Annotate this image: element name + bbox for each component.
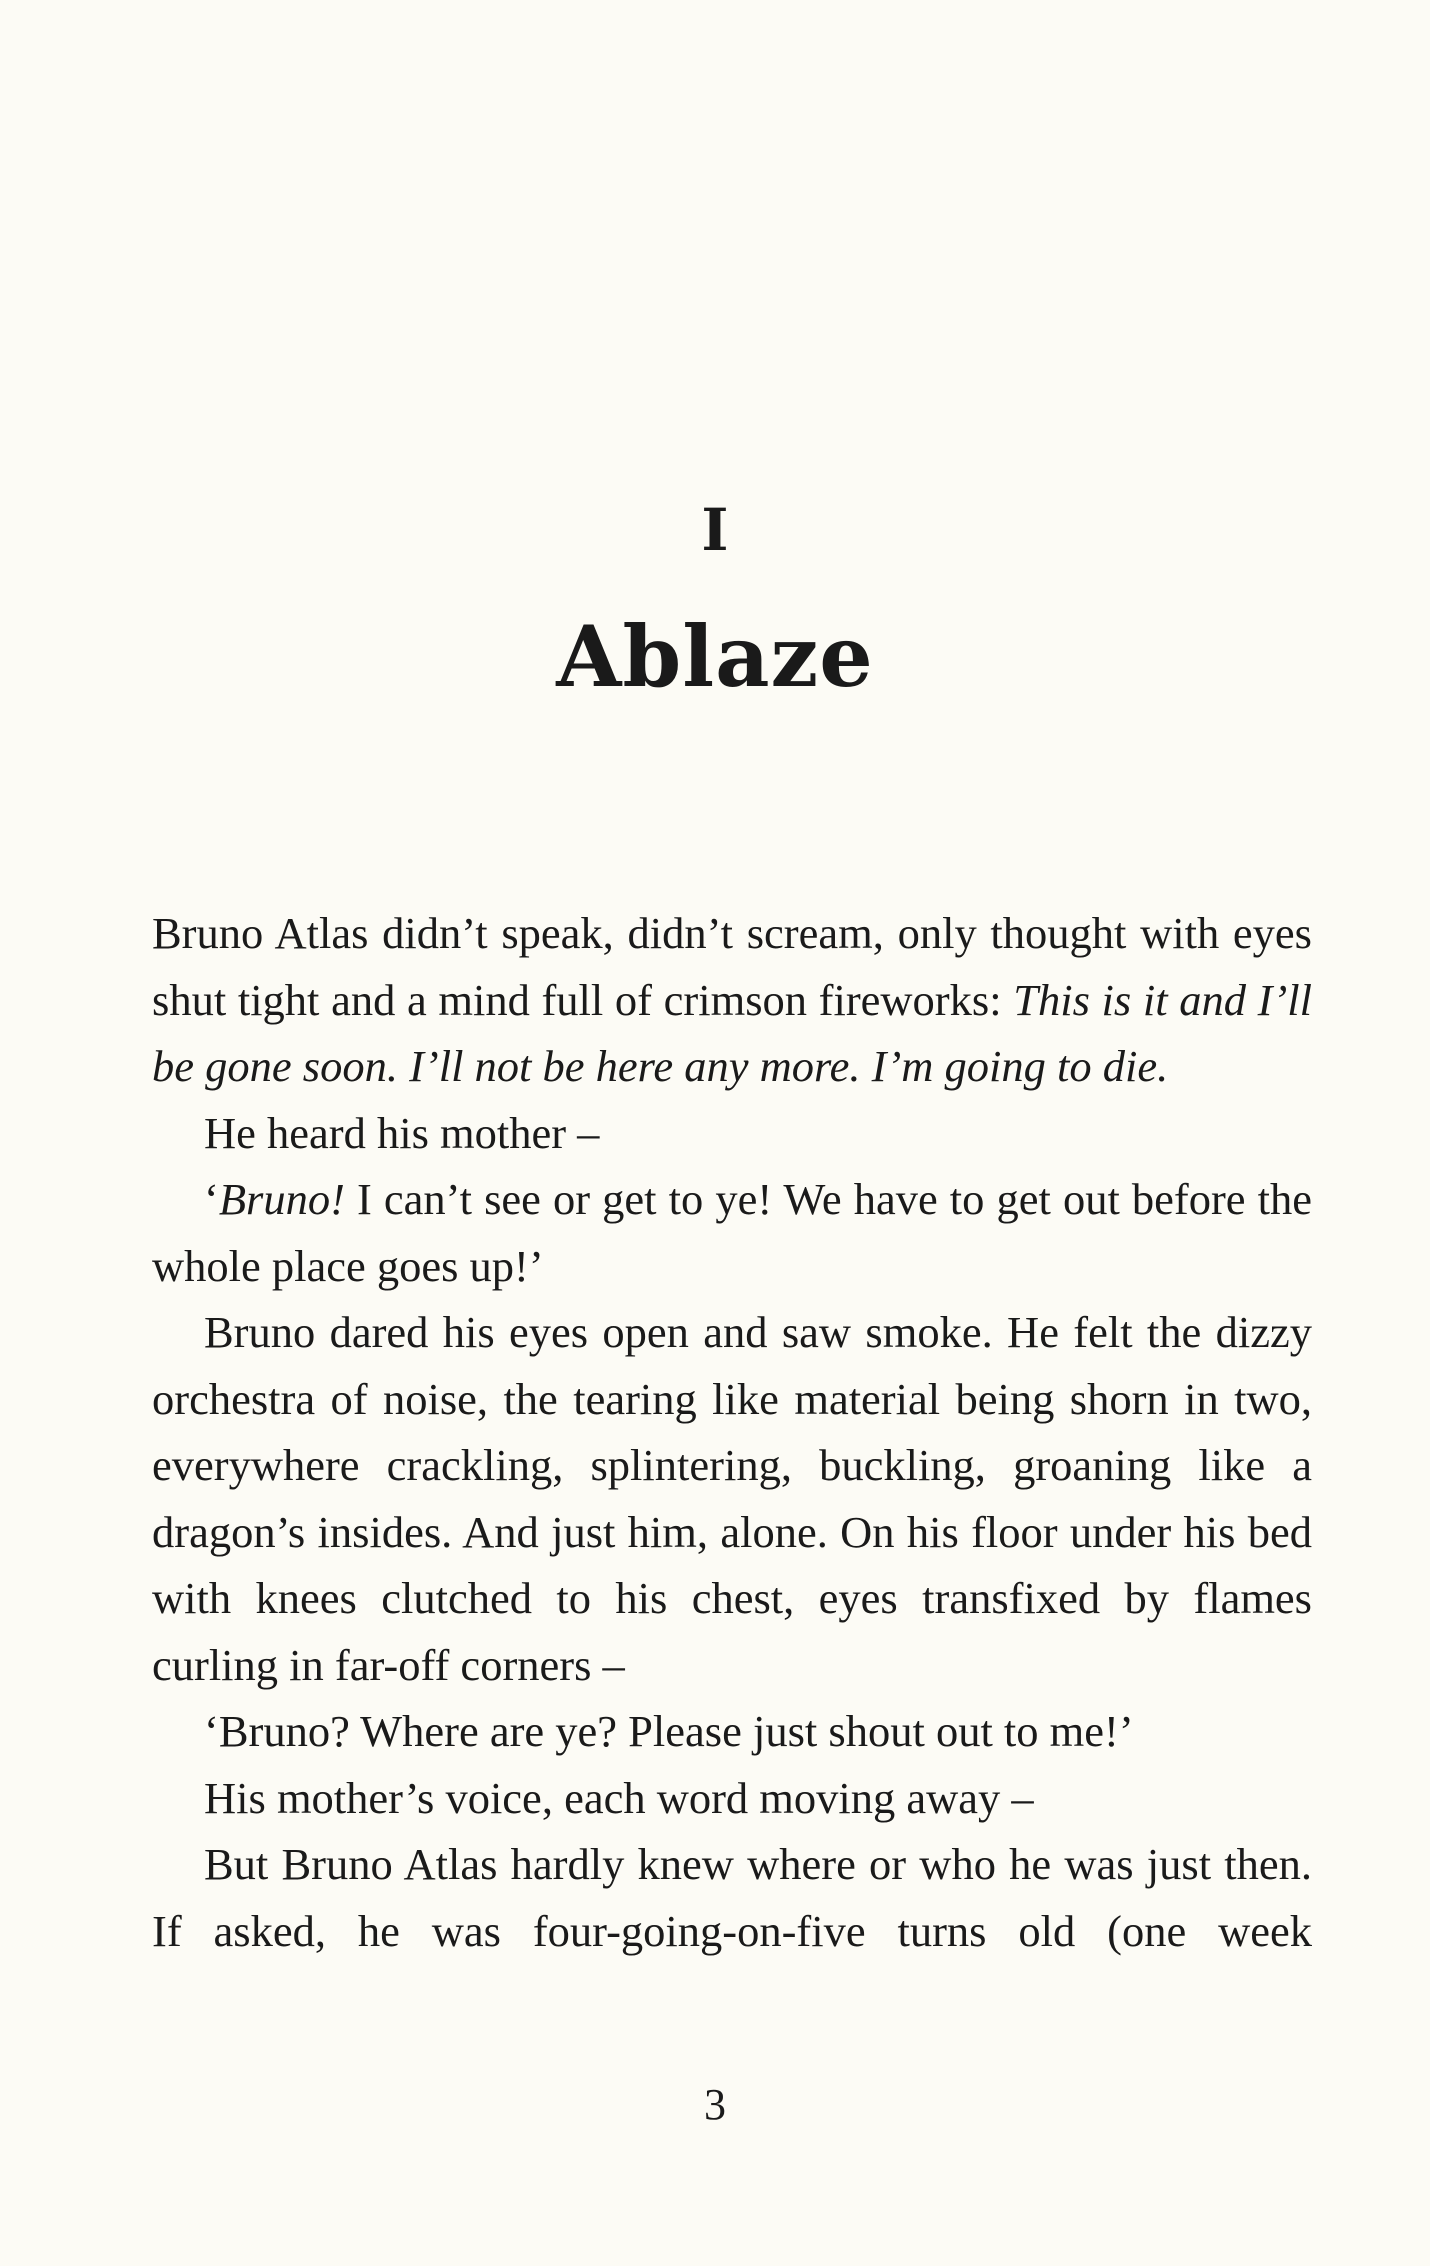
- paragraph-2: [152, 1100, 1312, 1167]
- paragraph-3: [152, 1166, 1312, 1299]
- chapter-title: Ablaze: [556, 607, 874, 706]
- paragraph-7: [152, 1831, 1312, 1964]
- chapter-number: I: [701, 496, 729, 564]
- page-number: 3: [704, 2080, 726, 2129]
- paragraph-3-run-1: ‘: [204, 1174, 219, 1224]
- paragraph-3-run-3: I can’t see or get to ye! We have to get out before the whole place goes up!’: [152, 1174, 1312, 1291]
- body-text: [152, 900, 1312, 1964]
- paragraph-3-run-2: Bruno!: [218, 1174, 345, 1224]
- paragraph-5: [152, 1698, 1312, 1765]
- paragraph-4: [152, 1299, 1312, 1698]
- paragraph-6: [152, 1765, 1312, 1832]
- paragraph-2-run-1: He heard his mother –: [204, 1107, 600, 1158]
- paragraph-1: [152, 900, 1312, 1100]
- paragraph-1-run-2: This is it and I’ll be gone soon. I’ll not be here any more. I’m going to die.: [152, 974, 1312, 1091]
- paragraph-1-run-1: Bruno Atlas didn’t speak, didn’t scream, only thought with eyes shut tight and a mind full of crimson fireworks:: [152, 908, 1312, 1025]
- paragraph-5-run-1: ‘Bruno? Where are ye? Please just shout out to me!’: [204, 1706, 1134, 1756]
- paragraph-6-run-1: His mother’s voice, each word moving away –: [204, 1772, 1034, 1823]
- paragraph-7-run-1: But Bruno Atlas hardly knew where or who he was just then. If asked, he was four-going-on-five turns old (one week: [152, 1839, 1312, 1956]
- paragraph-4-run-1: Bruno dared his eyes open and saw smoke. He felt the dizzy orchestra of noise, the tearing like material being shorn in two, everywhere crackling, splintering, buckling, groaning like a dragon’s insides. And just him, alone. On his floor under his bed with knees clutched to his chest, eyes transfixed by flames curling in far-off corners –: [152, 1307, 1312, 1690]
